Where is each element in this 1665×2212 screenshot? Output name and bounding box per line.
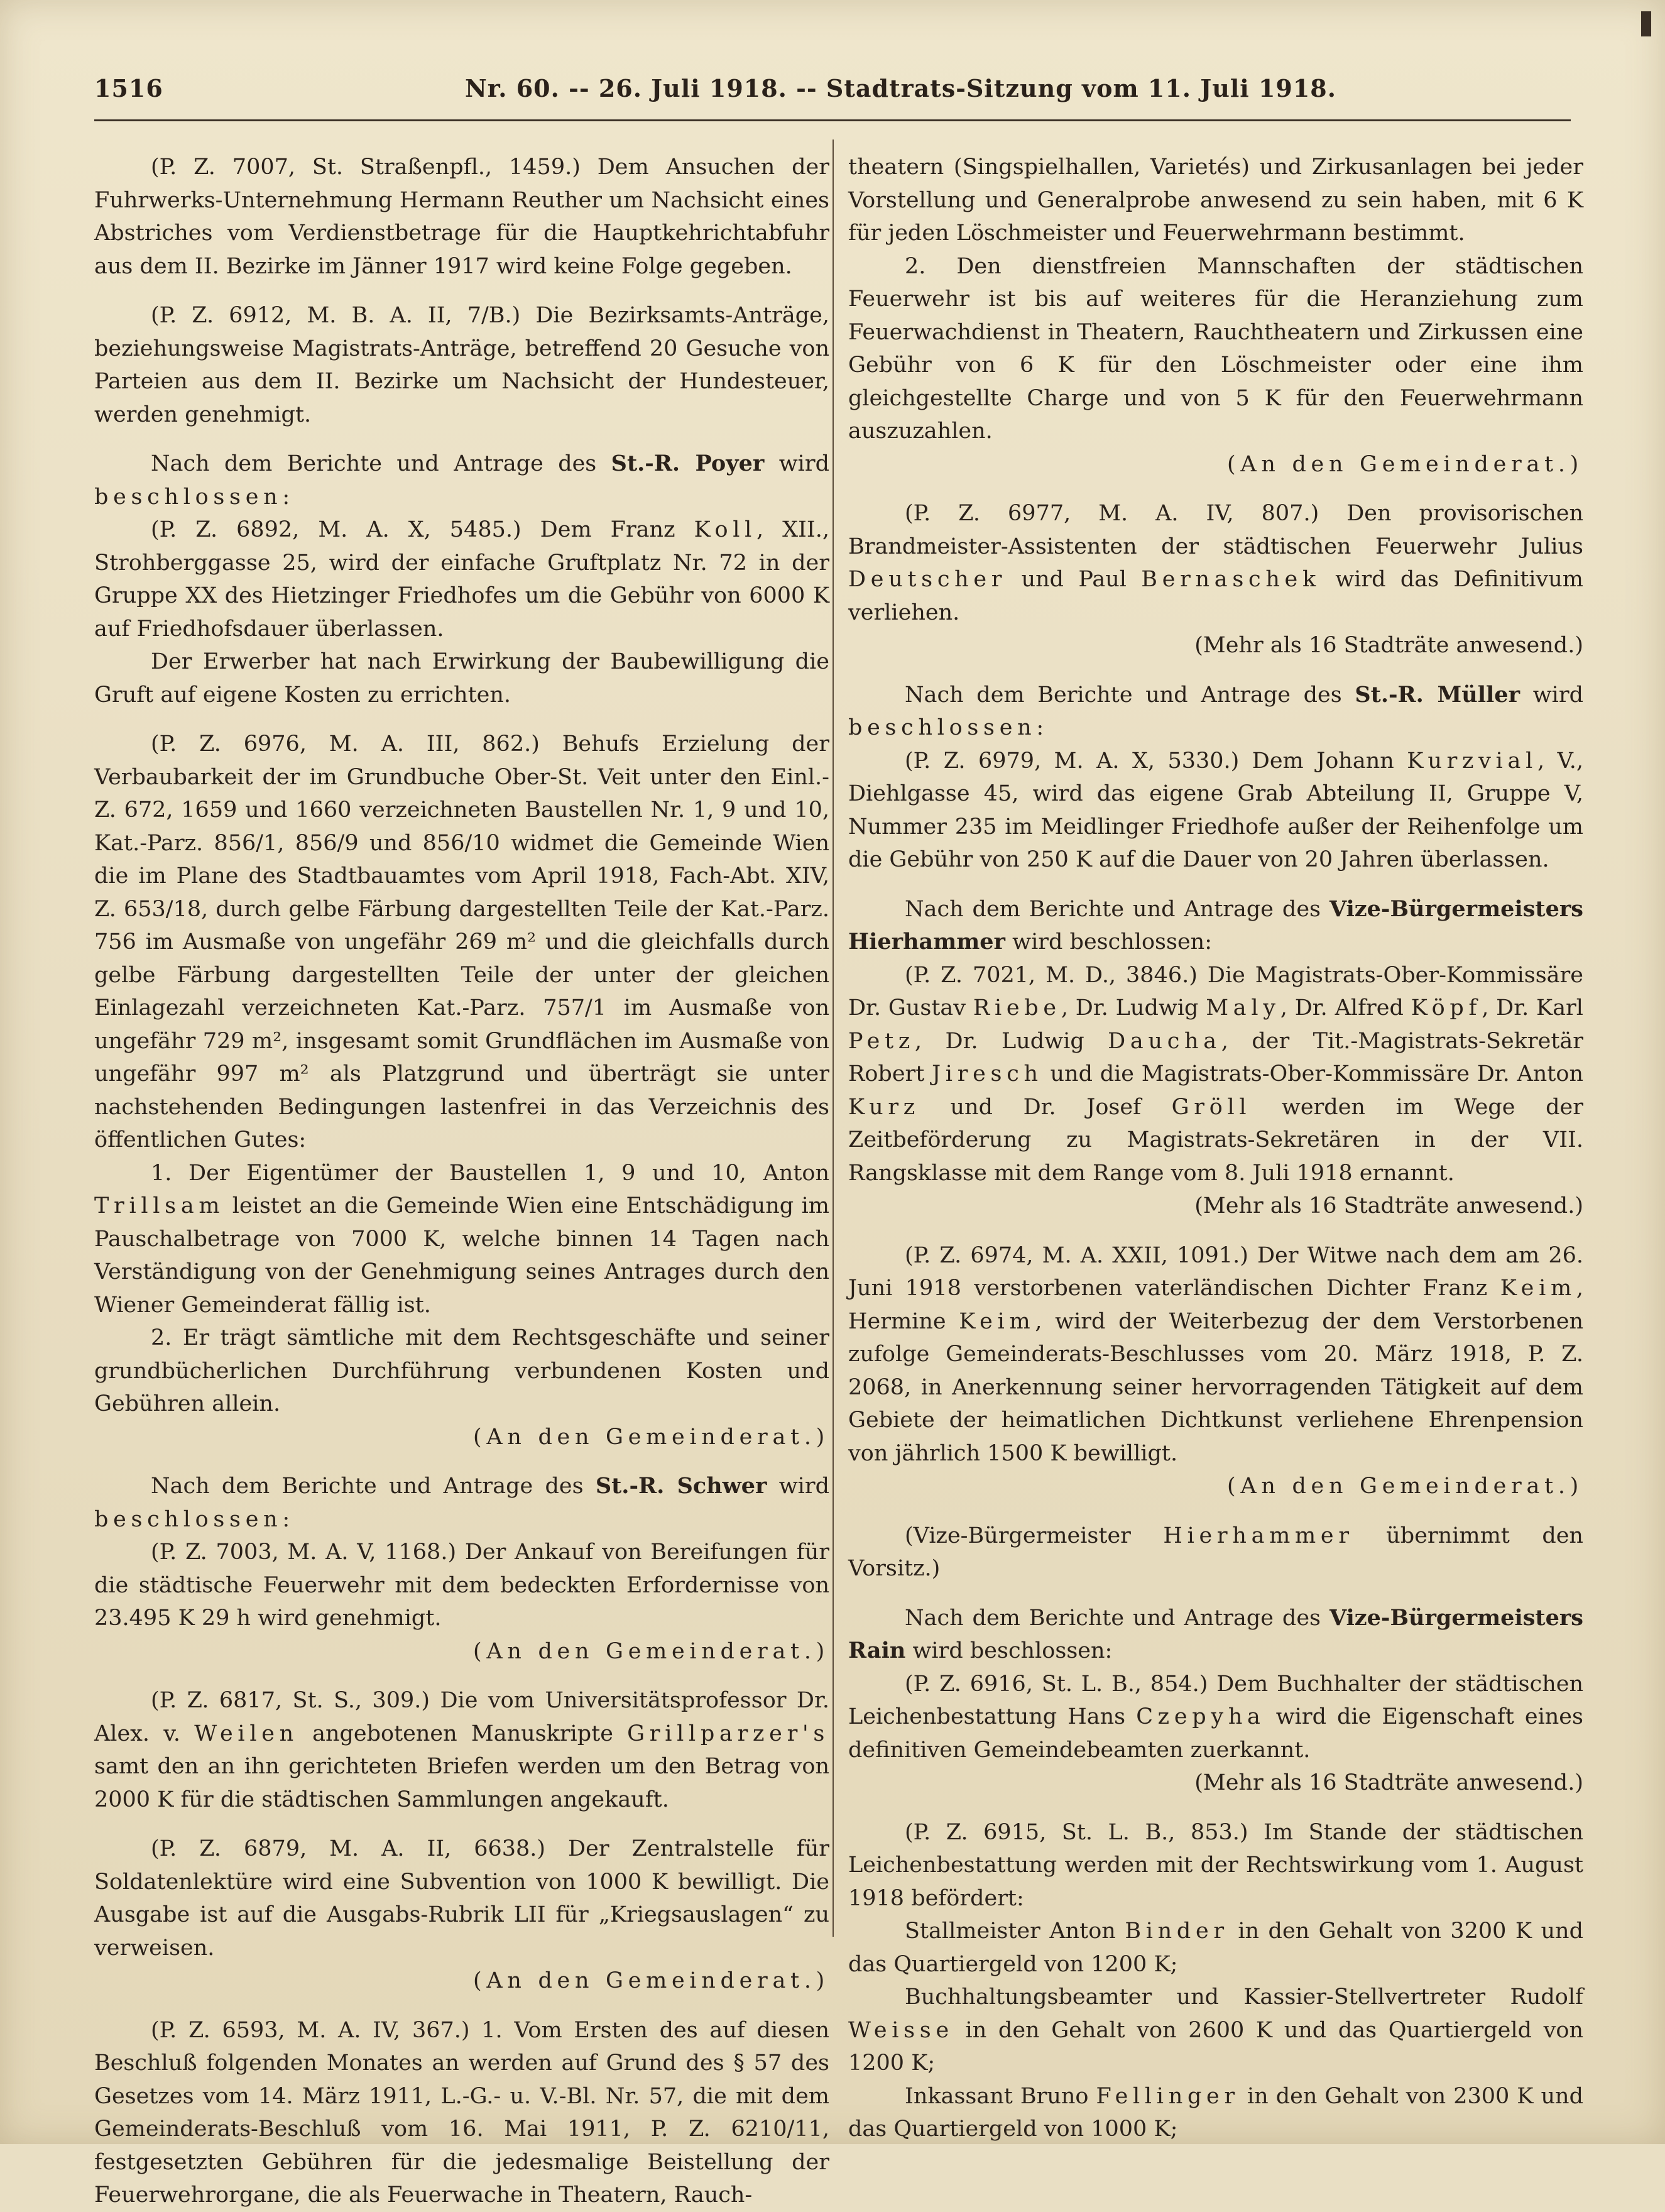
- person-name: Binder: [1125, 1919, 1229, 1944]
- paragraph: Buchhaltungsbeamter und Kassier-Stellvertreter Rudolf Weisse in den Gehalt von 2600 K und das Quartiergeld von 1200 K;: [848, 1985, 1583, 2076]
- person-name: Grillparzer's: [627, 1721, 829, 1746]
- page-header: [94, 74, 1571, 112]
- councillor-name: Vize-Bürgermeisters Hierhammer: [848, 895, 1583, 955]
- paragraph: (P. Z. 6879, M. A. II, 6638.) Der Zentralstelle für Soldatenlektüre wird eine Subvention von 1000 K bewilligt. Die Ausgabe ist auf die Ausgabs-Rubrik LII für „Kriegsauslagen“ zu verweisen.: [94, 1836, 829, 1961]
- person-name: Hierhammer: [1163, 1523, 1354, 1548]
- person-name: Weilen: [194, 1721, 298, 1746]
- page-corner-mark: [1641, 11, 1651, 36]
- paragraph: (P. Z. 7021, M. D., 3846.) Die Magistrats-Ober-Kommissäre Dr. Gustav Riebe, Dr. Ludwig Maly, Dr. Alfred Köpf, Dr. Karl Petz, Dr. Ludwig Daucha, der Tit.-Magistrats-Sekretär Robert Jiresch und die Magistrats-Ober-Kommissäre Dr. Anton Kurz und Dr. Josef Gröll werden im Wege der Zeitbeförderung zu Magistrats-Sekretären in der VII. Rangsklasse mit dem Range vom 8. Juli 1918 ernannt.: [848, 962, 1583, 1186]
- paragraph: 2. Er trägt sämtliche mit dem Rechtsgeschäfte und seiner grundbücherlichen Durchführung verbundenen Kosten und Gebühren allein.: [94, 1325, 829, 1416]
- person-name: Czepyha: [1136, 1704, 1265, 1729]
- paragraph: (P. Z. 6915, St. L. B., 853.) Im Stande der städtischen Leichenbestattung werden mit der Rechtswirkung vom 1. August 1918 befördert:: [848, 1819, 1583, 1911]
- paragraph: Stallmeister Anton Binder in den Gehalt von 3200 K und das Quartiergeld von 1200 K;: [848, 1919, 1583, 1977]
- left-column: [94, 151, 829, 2208]
- paragraph: (P. Z. 7003, M. A. V, 1168.) Der Ankauf von Bereifungen für die städtische Feuerwehr mit dem bedeckten Erfordernisse von 23.495 K 29 h wird genehmigt.: [94, 1540, 829, 1631]
- motion-intro: Nach dem Berichte und Antrage des St.-R. Schwer wird beschlossen:: [94, 1473, 829, 1532]
- paragraph: (P. Z. 6817, St. S., 309.) Die vom Universitätsprofessor Dr. Alex. v. Weilen angebotenen Manuskripte Grillparzer's samt den an ihn gerichteten Briefen werden um den Betrag von 2000 K für die städtischen Sammlungen angekauft.: [94, 1688, 829, 1812]
- person-name: Deutscher: [848, 567, 1007, 592]
- paragraph: 1. Der Eigentümer der Baustellen 1, 9 und 10, Anton Trillsam leistet an die Gemeinde Wien eine Entschädigung im Pauschalbetrage von 7000 K, welche binnen 14 Tagen nach Verständigung von der Genehmigung seines Antrages durch den Wiener Gemeinderat fällig ist.: [94, 1160, 829, 1318]
- quorum-note: (Mehr als 16 Stadträte anwesend.): [1194, 1770, 1583, 1795]
- paragraph: (P. Z. 6916, St. L. B., 854.) Dem Buchhalter der städtischen Leichenbestattung Hans Czepyha wird die Eigenschaft eines definitiven Gemeindebeamten zuerkannt.: [848, 1671, 1583, 1763]
- councillor-name: St.-R. Müller: [1355, 681, 1520, 708]
- councillor-name: St.-R. Schwer: [595, 1473, 767, 1499]
- person-name: Bernaschek: [1141, 567, 1321, 592]
- councillor-name: Vize-Bürgermeisters Rain: [848, 1604, 1583, 1663]
- councillor-name: St.-R. Poyer: [611, 451, 765, 476]
- paragraph: theatern (Singspielhallen, Varietés) und Zirkusanlagen bei jeder Vorstellung und Generalprobe anwesend zu sein haben, mit 6 K für jeden Löschmeister und Feuerwehrmann bestimmt.: [848, 155, 1583, 246]
- page-number: 1516: [94, 74, 163, 102]
- quorum-note: (Mehr als 16 Stadträte anwesend.): [1194, 633, 1583, 658]
- motion-intro: Nach dem Berichte und Antrage des Vize-Bürgermeisters Hierhammer wird beschlossen:: [848, 895, 1583, 955]
- motion-intro: Nach dem Berichte und Antrage des St.-R. Poyer wird beschlossen:: [94, 451, 829, 510]
- motion-intro: Nach dem Berichte und Antrage des St.-R. Müller wird beschlossen:: [848, 681, 1583, 740]
- paragraph: (P. Z. 6977, M. A. IV, 807.) Den provisorischen Brandmeister-Assistenten der städtischen Feuerwehr Julius Deutscher und Paul Bernaschek wird das Definitivum verliehen.: [848, 501, 1583, 625]
- paragraph: (P. Z. 6892, M. A. X, 5485.) Dem Franz Koll, XII., Strohberggasse 25, wird der einfache Gruftplatz Nr. 72 in der Gruppe XX des Hietzinger Friedhofes um die Gebühr von 6000 K auf Friedhofsdauer überlassen.: [94, 517, 829, 642]
- column-divider: [832, 140, 834, 1937]
- paragraph: Inkassant Bruno Fellinger in den Gehalt von 2300 K und das Quartiergeld von 1000 K;: [848, 2083, 1583, 2142]
- referral-note: (An den Gemeinderat.): [1227, 1474, 1583, 1499]
- referral-note: (An den Gemeinderat.): [473, 1424, 829, 1450]
- quorum-note: (Mehr als 16 Stadträte anwesend.): [1194, 1193, 1583, 1218]
- person-name: Fellinger: [1096, 2083, 1240, 2109]
- motion-intro: Nach dem Berichte und Antrage des Vize-Bürgermeisters Rain wird beschlossen:: [848, 1604, 1583, 1663]
- paragraph: (P. Z. 6976, M. A. III, 862.) Behufs Erzielung der Verbaubarkeit der im Grundbuche Ober-St. Veit unter den Einl.-Z. 672, 1659 und 1660 verzeichneten Baustellen Nr. 1, 9 und 10, Kat.-Parz. 856/1, 856/9 und 856/10 widmet die Gemeinde Wien die im Plane des Stadtbauamtes vom April 1918, Fach-Abt. XIV, Z. 653/18, durch gelbe Färbung dargestellten Teile der Kat.-Parz. 756 im Ausmaße von ungefähr 269 m² und die gleichfalls durch gelbe Färbung dargestellten Teile der unter der gleichen Einlagezahl verzeichneten Kat.-Parz. 757/1 im Ausmaße von ungefähr 729 m², insgesamt somit Grundflächen im Ausmaße von ungefähr 997 m² als Platzgrund und überträgt sie unter nachstehenden Bedingungen lastenfrei in das Verzeichnis des öffentlichen Gutes:: [94, 731, 829, 1153]
- chair-note: (Vize-Bürgermeister Hierhammer übernimmt den Vorsitz.): [848, 1523, 1583, 1581]
- referral-note: (An den Gemeinderat.): [473, 1638, 829, 1664]
- person-name: Koll: [694, 517, 757, 542]
- paragraph: (P. Z. 6912, M. B. A. II, 7/B.) Die Bezirksamts-Anträge, beziehungsweise Magistrats-Anträge, betreffend 20 Gesuche von Parteien aus dem II. Bezirke um Nachsicht der Hundesteuer, werden genehmigt.: [94, 303, 829, 427]
- person-name: Trillsam: [94, 1193, 225, 1218]
- referral-note: (An den Gemeinderat.): [1227, 451, 1583, 477]
- paragraph: (P. Z. 7007, St. Straßenpfl., 1459.) Dem Ansuchen der Fuhrwerks-Unternehmung Hermann Reuther um Nachsicht eines Abstriches vom Verdienstbetrage für die Hauptkehrichtabfuhr aus dem II. Bezirke im Jänner 1917 wird keine Folge gegeben.: [94, 155, 829, 279]
- person-name: Kurzvial: [1407, 748, 1537, 774]
- paragraph: (P. Z. 6593, M. A. IV, 367.) 1. Vom Ersten des auf diesen Beschluß folgenden Monates an werden auf Grund des § 57 des Gesetzes vom 14. März 1911, L.-G.- u. V.-Bl. Nr. 57, die mit dem Gemeinderats-Beschluß vom 16. Mai 1911, P. Z. 6210/11, festgesetzten Gebühren für die jedesmalige Beistellung der Feuerwehrorgane, die als Feuerwache in Theatern, Rauch-: [94, 2017, 829, 2208]
- running-title: Nr. 60. -- 26. Juli 1918. -- Stadtrats-Sitzung vom 11. Juli 1918.: [465, 74, 1336, 102]
- paragraph: Der Erwerber hat nach Erwirkung der Baubewilligung die Gruft auf eigene Kosten zu errichten.: [94, 649, 829, 708]
- paragraph: (P. Z. 6974, M. A. XXII, 1091.) Der Witwe nach dem am 26. Juni 1918 verstorbenen vaterländischen Dichter Franz Keim, Hermine Keim, wird der Weiterbezug der dem Verstorbenen zufolge Gemeinderats-Beschlusses vom 20. März 1918, P. Z. 2068, in Anerkennung seiner hervorragenden Tätigkeit auf dem Gebiete der heimatlichen Dichtkunst verliehene Ehrenpension von jährlich 1500 K bewilligt.: [848, 1242, 1583, 1466]
- right-column: [848, 151, 1583, 2142]
- paragraph: (P. Z. 6979, M. A. X, 5330.) Dem Johann Kurzvial, V., Diehlgasse 45, wird das eigene Grab Abteilung II, Gruppe V, Nummer 235 im Meidlinger Friedhofe außer der Reihenfolge um die Gebühr von 250 K auf die Dauer von 20 Jahren überlassen.: [848, 748, 1583, 872]
- header-rule: [94, 119, 1571, 121]
- person-name: Weisse: [848, 2017, 954, 2043]
- paragraph: 2. Den dienstfreien Mannschaften der städtischen Feuerwehr ist bis auf weiteres für die Heranziehung zum Feuerwachdienst in Theatern, Rauchtheatern und Zirkussen eine Gebühr von 6 K für den Löschmeister oder eine ihm gleichgestellte Charge und von 5 K für den Feuerwehrmann auszuzahlen.: [848, 253, 1583, 444]
- referral-note: (An den Gemeinderat.): [473, 1968, 829, 1993]
